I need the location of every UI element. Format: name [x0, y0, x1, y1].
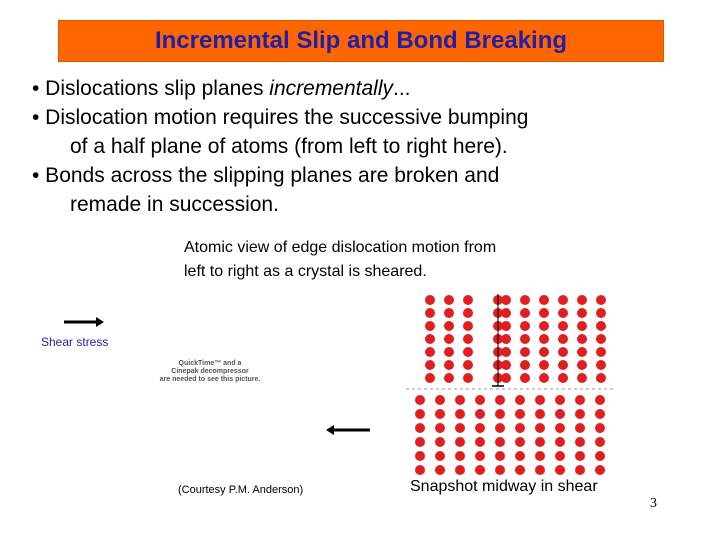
- atom: [539, 308, 549, 318]
- atom: [435, 395, 445, 405]
- atom: [455, 437, 465, 447]
- courtesy-credit: (Courtesy P.M. Anderson): [178, 484, 304, 496]
- atom: [435, 409, 445, 419]
- atom-group: [415, 295, 606, 475]
- atom: [501, 308, 511, 318]
- atom: [555, 437, 565, 447]
- atom: [495, 409, 505, 419]
- atom: [575, 395, 585, 405]
- atom: [575, 451, 585, 461]
- slide-title: Incremental Slip and Bond Breaking: [154, 27, 568, 54]
- atom: [596, 308, 606, 318]
- atom: [558, 295, 568, 305]
- atomic-lattice-diagram: [406, 290, 616, 475]
- atom: [577, 360, 587, 370]
- atom: [415, 395, 425, 405]
- atom: [425, 347, 435, 357]
- atom: [444, 308, 454, 318]
- atom: [444, 360, 454, 370]
- bullet-emphasis: incrementally: [269, 77, 394, 100]
- bullet-list: [32, 74, 672, 219]
- atom: [596, 360, 606, 370]
- atom: [595, 465, 605, 475]
- atom: [520, 321, 530, 331]
- atom: [444, 334, 454, 344]
- atom: [475, 465, 485, 475]
- atom: [558, 373, 568, 383]
- atom: [415, 437, 425, 447]
- atom: [515, 409, 525, 419]
- atom: [501, 334, 511, 344]
- atom: [539, 321, 549, 331]
- atom: [501, 295, 511, 305]
- atom: [577, 373, 587, 383]
- atom: [596, 334, 606, 344]
- bullet-line: remade in succession.: [70, 193, 279, 216]
- bullet-line: of a half plane of atoms (from left to right here).: [70, 135, 508, 158]
- atom: [575, 423, 585, 433]
- atom: [577, 295, 587, 305]
- atom: [455, 409, 465, 419]
- atom: [475, 395, 485, 405]
- atom: [539, 347, 549, 357]
- atom: [455, 465, 465, 475]
- atom: [455, 395, 465, 405]
- quicktime-placeholder: [150, 360, 270, 384]
- caption-line: Atomic view of edge dislocation motion from: [184, 239, 497, 256]
- atom: [535, 437, 545, 447]
- atom: [435, 465, 445, 475]
- atom: [535, 409, 545, 419]
- atom: [558, 334, 568, 344]
- page-number: 3: [650, 496, 657, 511]
- atom: [463, 360, 473, 370]
- atom: [463, 321, 473, 331]
- quicktime-line: are needed to see this picture.: [159, 376, 261, 383]
- atom: [463, 334, 473, 344]
- atom: [495, 465, 505, 475]
- bullet-item: [32, 103, 672, 161]
- atom: [425, 295, 435, 305]
- atom: [475, 437, 485, 447]
- atom: [520, 373, 530, 383]
- bullet-item: [32, 74, 672, 103]
- atom: [555, 423, 565, 433]
- atom: [577, 321, 587, 331]
- quicktime-line: QuickTime™ and a: [178, 360, 242, 367]
- atom: [520, 334, 530, 344]
- atom: [539, 334, 549, 344]
- shear-arrow-left-icon: [326, 422, 370, 438]
- bullet-line: • Bonds across the slipping planes are broken and: [32, 164, 500, 187]
- atom: [463, 295, 473, 305]
- atom: [596, 321, 606, 331]
- atom: [555, 395, 565, 405]
- atom: [463, 308, 473, 318]
- atom: [595, 437, 605, 447]
- atom: [501, 373, 511, 383]
- atom: [515, 465, 525, 475]
- atom: [520, 347, 530, 357]
- atom: [425, 334, 435, 344]
- atom: [515, 423, 525, 433]
- snapshot-caption: Snapshot midway in shear: [410, 478, 598, 495]
- atom: [595, 409, 605, 419]
- atom: [515, 437, 525, 447]
- bullet-item: [32, 161, 672, 219]
- bullet-text: • Dislocations slip planes: [32, 77, 270, 100]
- atom: [575, 465, 585, 475]
- atom: [555, 409, 565, 419]
- atom: [515, 395, 525, 405]
- atom: [539, 360, 549, 370]
- atom: [558, 360, 568, 370]
- atom: [455, 451, 465, 461]
- atom: [415, 423, 425, 433]
- atom: [475, 423, 485, 433]
- atom: [463, 373, 473, 383]
- atom: [501, 360, 511, 370]
- atom: [520, 295, 530, 305]
- atom: [425, 321, 435, 331]
- atom: [539, 295, 549, 305]
- atom: [444, 347, 454, 357]
- atom: [495, 423, 505, 433]
- atom: [539, 373, 549, 383]
- atom: [435, 423, 445, 433]
- atom: [501, 321, 511, 331]
- atom: [595, 423, 605, 433]
- atom: [535, 395, 545, 405]
- atom: [455, 423, 465, 433]
- atom: [475, 409, 485, 419]
- atom: [575, 409, 585, 419]
- atom: [596, 347, 606, 357]
- atom: [444, 373, 454, 383]
- atom: [558, 308, 568, 318]
- atom: [596, 295, 606, 305]
- atom: [520, 360, 530, 370]
- atom: [425, 373, 435, 383]
- bullet-line: • Dislocation motion requires the successive bumping: [32, 106, 529, 129]
- bullet-text: ...: [393, 77, 411, 100]
- atom: [435, 451, 445, 461]
- atom: [558, 347, 568, 357]
- atom: [577, 347, 587, 357]
- atom: [520, 308, 530, 318]
- atom: [555, 465, 565, 475]
- atom: [558, 321, 568, 331]
- atom: [444, 321, 454, 331]
- atom: [501, 347, 511, 357]
- figure-caption: [184, 236, 496, 284]
- atom: [535, 465, 545, 475]
- atom: [435, 437, 445, 447]
- atom: [595, 395, 605, 405]
- atom: [495, 437, 505, 447]
- atom: [495, 395, 505, 405]
- atom: [425, 308, 435, 318]
- atom: [535, 423, 545, 433]
- atom: [595, 451, 605, 461]
- atom: [463, 347, 473, 357]
- shear-arrow-right-icon: [64, 314, 104, 330]
- atom: [415, 465, 425, 475]
- slide-title-bar: [58, 20, 664, 62]
- atom: [475, 451, 485, 461]
- atom: [555, 451, 565, 461]
- atom: [577, 308, 587, 318]
- atom: [415, 451, 425, 461]
- atom: [495, 451, 505, 461]
- atom: [415, 409, 425, 419]
- atom: [515, 451, 525, 461]
- atom: [577, 334, 587, 344]
- atom: [444, 295, 454, 305]
- atom: [535, 451, 545, 461]
- shear-stress-label: Shear stress: [41, 335, 109, 349]
- quicktime-line: Cinepak decompressor: [171, 368, 249, 375]
- atom: [425, 360, 435, 370]
- caption-line: left to right as a crystal is sheared.: [184, 263, 427, 280]
- atom: [575, 437, 585, 447]
- atom: [596, 373, 606, 383]
